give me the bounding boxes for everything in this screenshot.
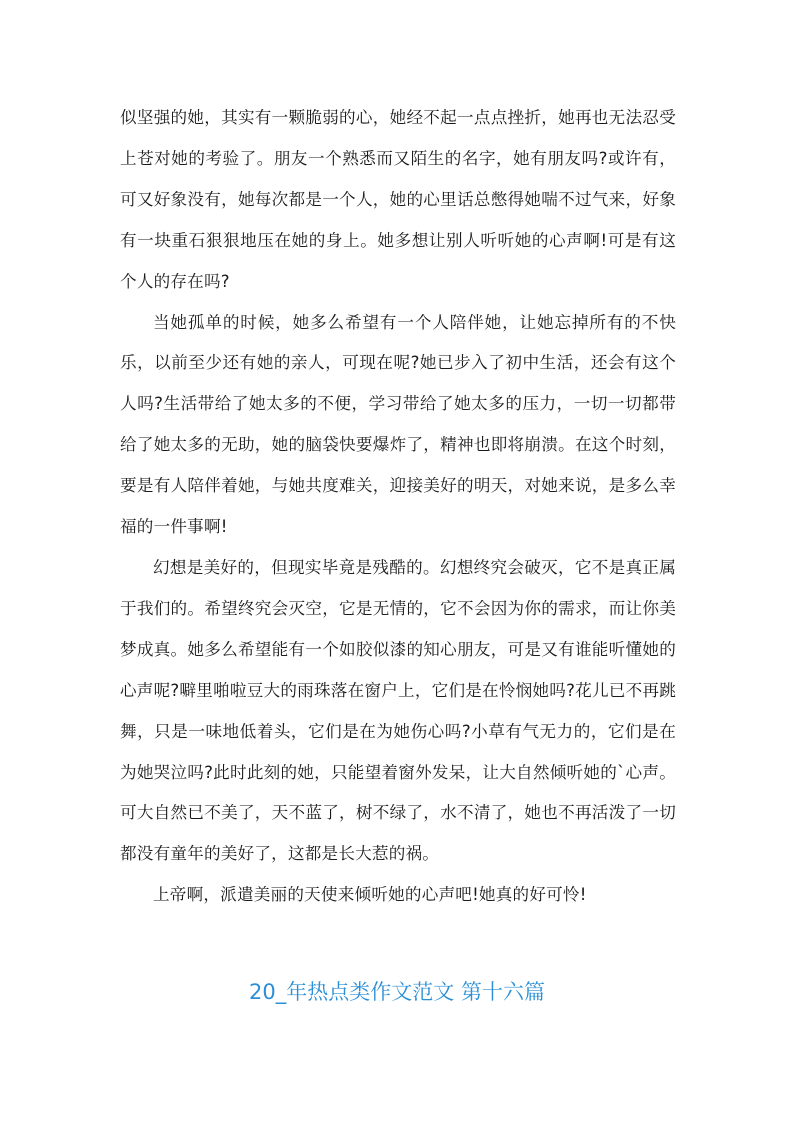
essay-body <box>120 98 676 916</box>
paragraph-4: 上帝啊，派遣美丽的天使来倾听她的心声吧!她真的好可怜! <box>153 885 587 905</box>
paragraph-1: 似坚强的她，其实有一颗脆弱的心，她经不起一点点挫折，她再也无法忍受上苍对她的考验了。朋友一个熟悉而又陌生的名字，她有朋友吗?或许有，可又好象没有，她每次都是一个人，她的心里话总憋得她喘不过气来，好象有一块重石狠狠地压在她的身上。她多想让别人听听她的心声啊!可是有这个人的存在吗? <box>120 108 676 291</box>
section-heading: 20_年热点类作文范文 第十六篇 <box>249 980 545 1004</box>
paragraph-3: 幻想是美好的，但现实毕竟是残酷的。幻想终究会破灭，它不是真正属于我们的。希望终究会灭空，它是无情的，它不会因为你的需求，而让你美梦成真。她多么希望能有一个如胶似漆的知心朋友，可是又有谁能听懂她的心声呢?噼里啪啦豆大的雨珠落在窗户上，它们是在怜悯她吗?花儿已不再跳舞，只是一味地低着头，它们是在为她伤心吗?小草有气无力的，它们是在为她哭泣吗?此时此刻的她，只能望着窗外发呆，让大自然倾听她的`心声。可大自然已不美了，天不蓝了，树不绿了，水不清了，她也不再活泼了一切都没有童年的美好了，这都是长大惹的祸。 <box>120 557 676 864</box>
paragraph-2: 当她孤单的时候，她多么希望有一个人陪伴她，让她忘掉所有的不快乐，以前至少还有她的亲人，可现在呢?她已步入了初中生活，还会有这个人吗?生活带给了她太多的不便，学习带给了她太多的压力，一切一切都带给了她太多的无助，她的脑袋快要爆炸了，精神也即将崩溃。在这个时刻，要是有人陪伴着她，与她共度难关，迎接美好的明天，对她来说，是多么幸福的一件事啊! <box>120 312 676 537</box>
